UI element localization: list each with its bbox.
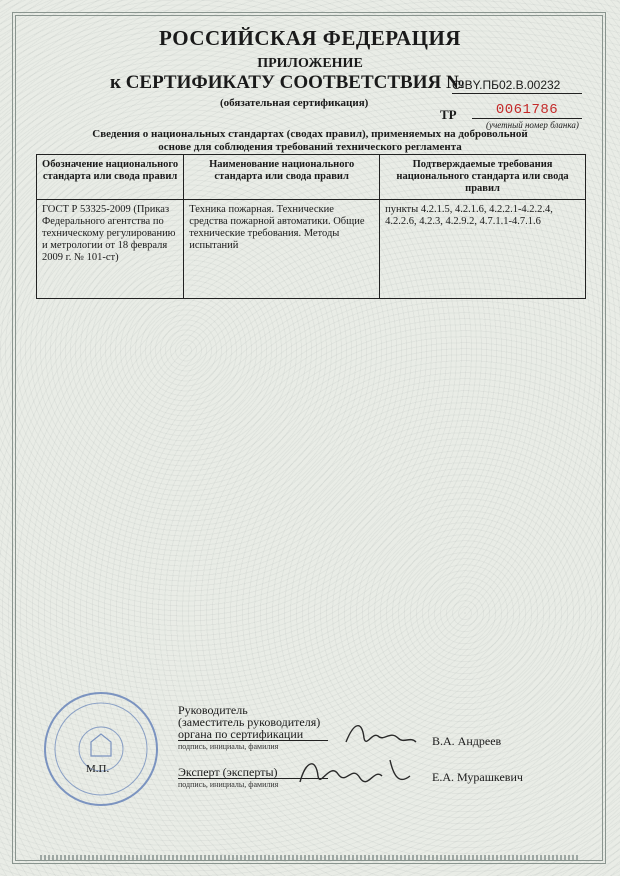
head-signature-block	[178, 704, 328, 753]
header-name: Наименование национального стандарта или свода правил	[184, 155, 380, 200]
head-signature-caption: подпись, инициалы, фамилия	[178, 742, 279, 751]
head-name: В.А. Андреев	[432, 734, 502, 748]
certificate-title: к СЕРТИФИКАТУ СООТВЕТСТВИЯ №	[110, 72, 466, 93]
certificate-number: C-BY.ПБ02.В.00232	[452, 78, 582, 94]
head-title-line-2: (заместитель руководителя)	[178, 715, 321, 729]
header-designation: Обозначение национального стандарта или свода правил	[37, 155, 184, 200]
blank-number-caption: (учетный номер бланка)	[486, 120, 579, 130]
certification-stamp	[42, 690, 160, 808]
expert-title: Эксперт (эксперты)	[178, 766, 328, 779]
table-header-row	[37, 155, 586, 200]
microtext-strip	[40, 855, 580, 860]
intro-text	[40, 128, 580, 154]
head-title-line-1: Руководитель	[178, 703, 248, 717]
cell-name: Техника пожарная. Технические средства пожарной автоматики. Общие технические требования. Методы испытаний	[184, 200, 380, 299]
expert-signature-caption: подпись, инициалы, фамилия	[178, 780, 279, 789]
expert-name: Е.А. Мурашкевич	[432, 770, 523, 784]
head-title-line-3: органа по сертификации	[178, 728, 328, 741]
table-row	[37, 200, 586, 299]
country-title: РОССИЙСКАЯ ФЕДЕРАЦИЯ	[159, 26, 461, 50]
appendix-title: ПРИЛОЖЕНИЕ	[257, 56, 363, 71]
expert-signature	[290, 748, 420, 798]
blank-number: 0061786	[472, 102, 582, 119]
tr-label: ТР	[440, 107, 457, 122]
certification-type: (обязательная сертификация)	[220, 97, 369, 109]
stamp-label: М.П.	[86, 763, 110, 775]
intro-line-1: Сведения о национальных стандартах (сводах правил), применяемых на добровольной	[92, 128, 528, 140]
cell-requirements: пункты 4.2.1.5, 4.2.1.6, 4.2.2.1-4.2.2.4, 4.2.2.6, 4.2.3, 4.2.9.2, 4.7.1.1-4.7.1.6	[380, 200, 586, 299]
cell-designation: ГОСТ Р 53325-2009 (Приказ Федерального агентства по техническому регулированию и метрологии от 18 февраля 2009 г. № 101-ст)	[37, 200, 184, 299]
header-requirements: Подтверждаемые требования национального стандарта или свода правил	[380, 155, 586, 200]
standards-table	[36, 154, 586, 299]
intro-line-2: основе для соблюдения требований технического регламента	[158, 141, 462, 153]
